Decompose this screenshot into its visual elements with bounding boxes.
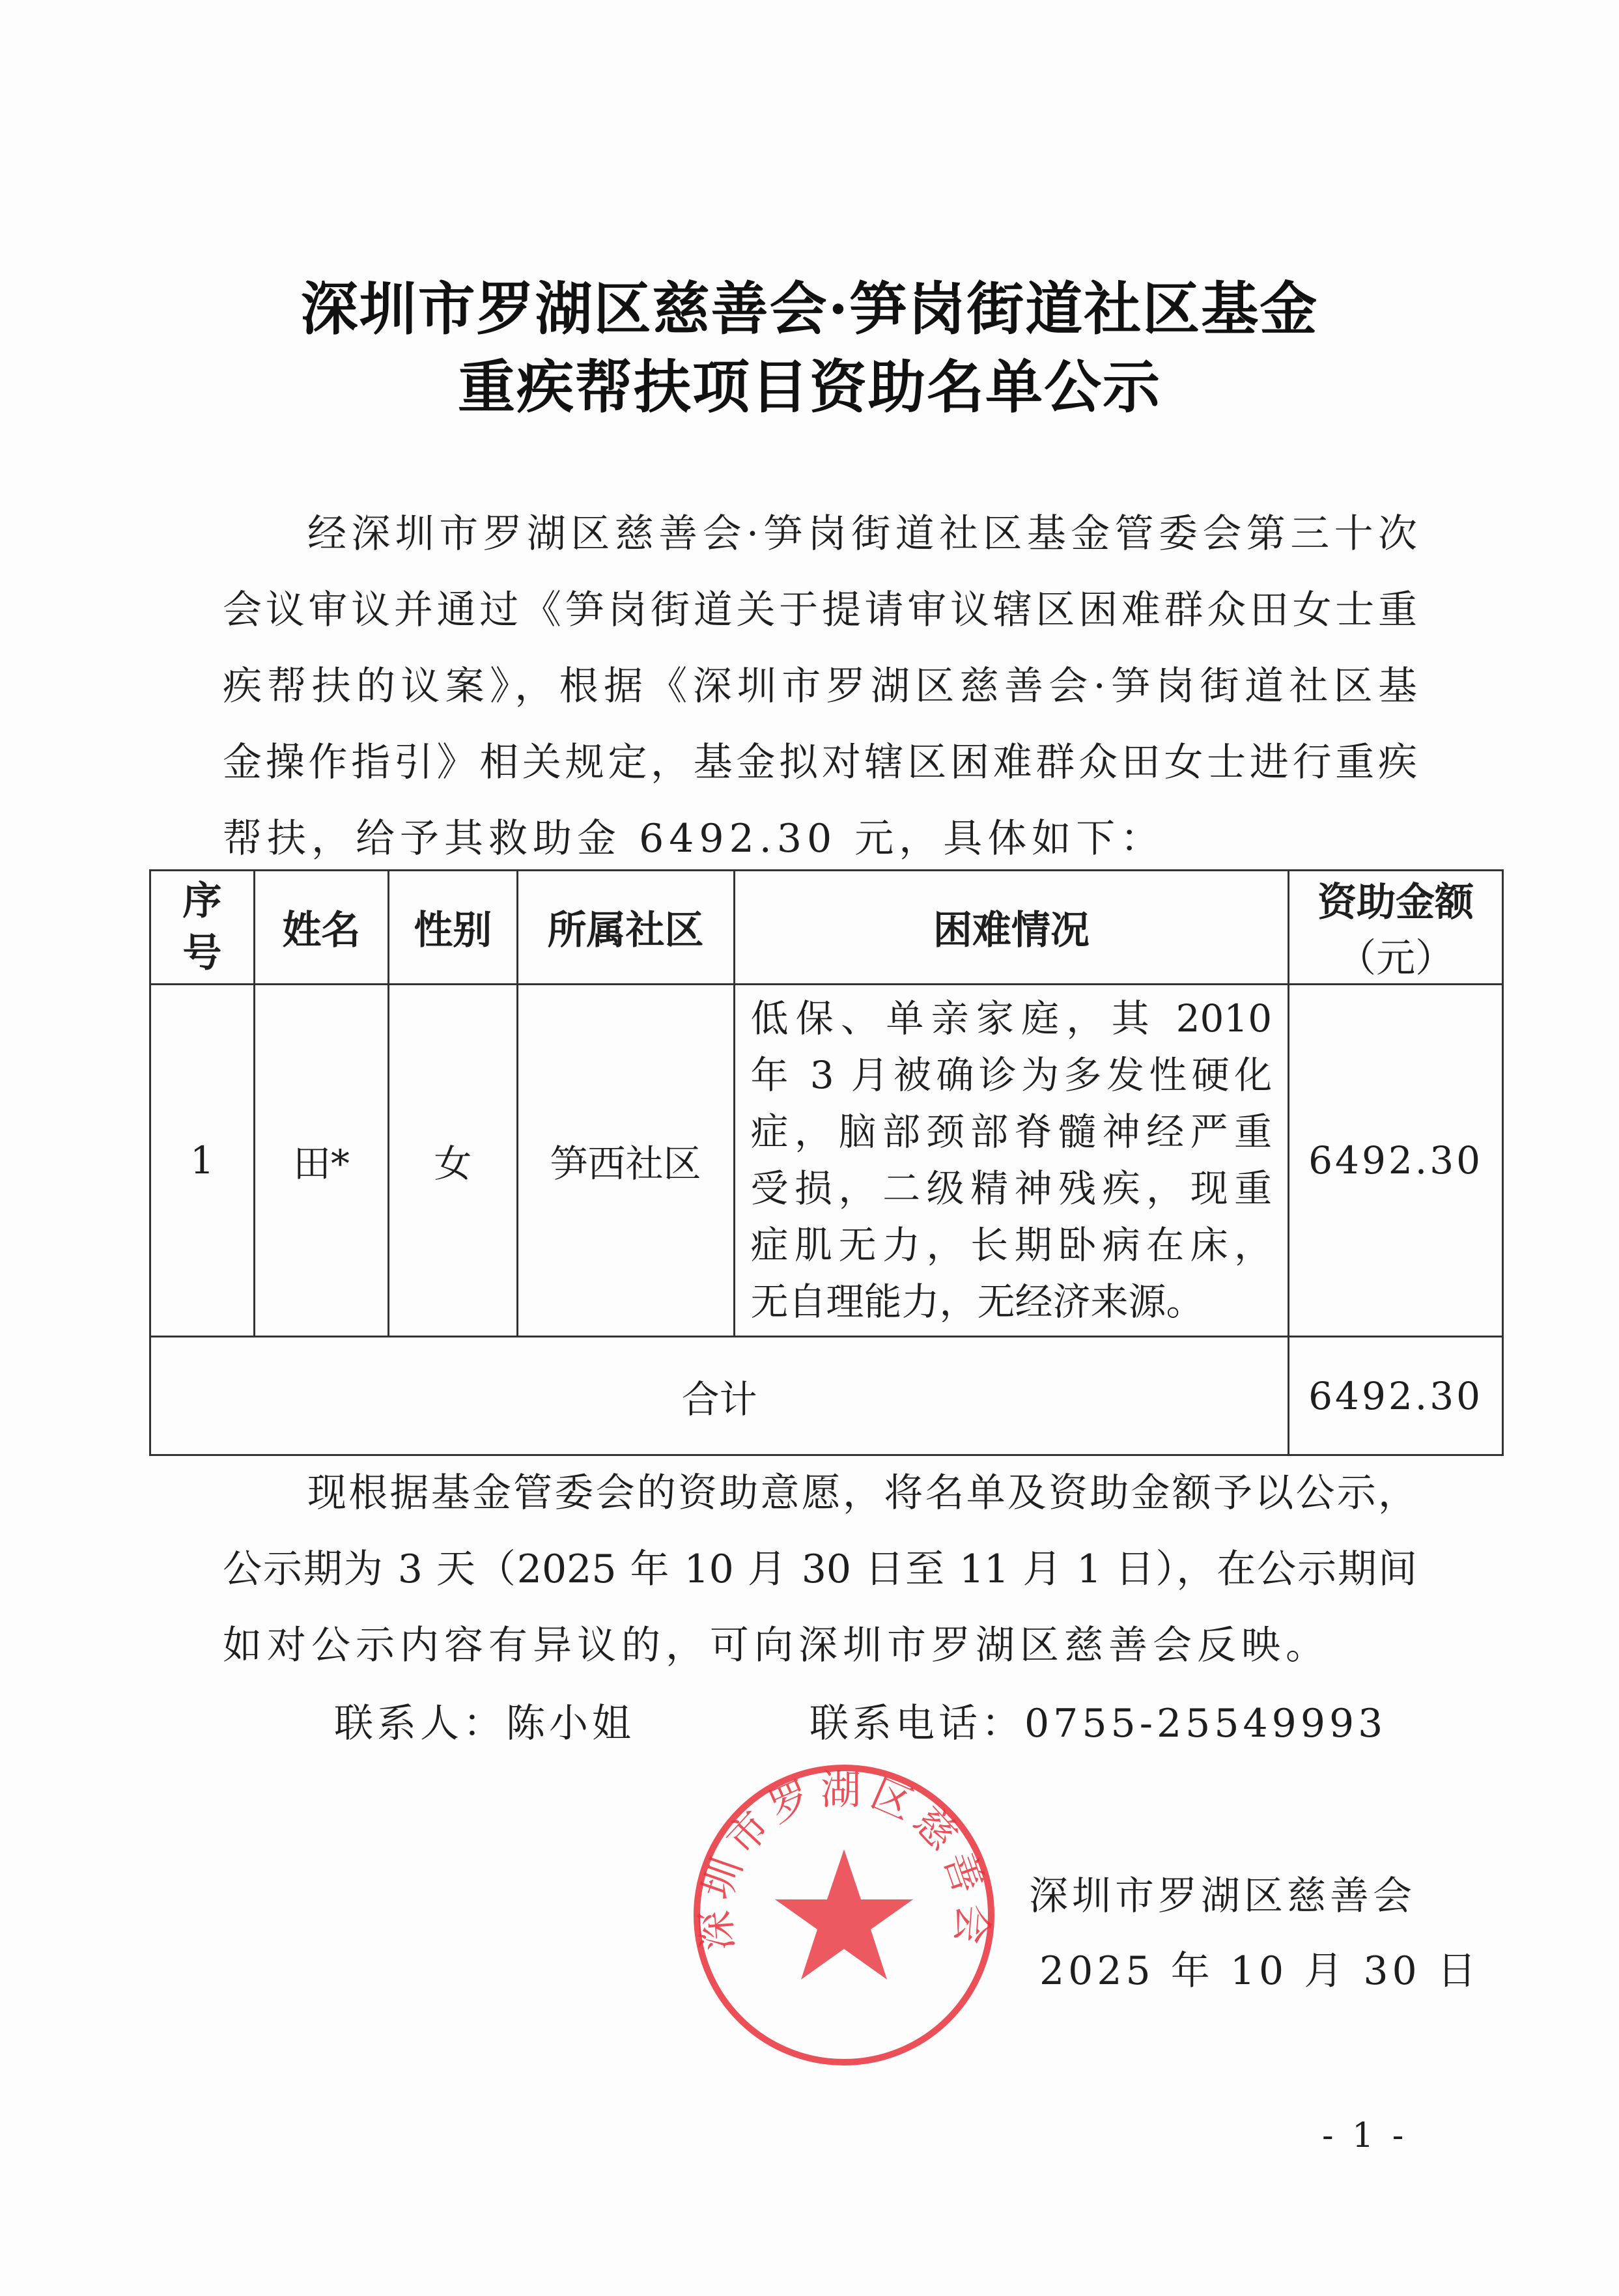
table-total-row: [150, 1337, 1503, 1455]
signature-date: 2025 年 10 月 30 日: [1039, 1948, 1480, 1994]
cell-situation: 低保、单亲家庭，其 2010 年 3 月被确诊为多发性硬化 症，脑部颈部脊髓神经严重 受损，二级精神残疾，现重 症肌无力，长期卧病在床， 无自理能力，无经济来源。: [734, 985, 1289, 1337]
cell-gender: 女: [389, 985, 517, 1337]
header-situation: 困难情况: [734, 871, 1289, 985]
total-amount: 6492.30: [1289, 1337, 1503, 1455]
contact-person: 联系人：陈小姐: [334, 1701, 635, 1746]
header-gender: 性别: [389, 871, 517, 985]
table-header-row: [150, 871, 1503, 985]
header-name: 姓名: [254, 871, 388, 985]
table-row: [150, 985, 1503, 1337]
intro-line: 会议审议并通过《笋岗街道关于提请审议辖区困难群众田女士重: [223, 587, 1417, 633]
intro-line: 帮扶，给予其救助金 6492.30 元，具体如下：: [223, 816, 1165, 861]
cell-community: 笋西社区: [517, 985, 734, 1337]
notice-line: 如对公示内容有异议的，可向深圳市罗湖区慈善会反映。: [223, 1623, 1330, 1668]
intro-line: 经深圳市罗湖区慈善会·笋岗街道社区基金管委会第三十次: [307, 511, 1417, 557]
notice-line: 现根据基金管委会的资助意愿，将名单及资助金额予以公示，: [307, 1470, 1417, 1516]
cell-name: 田*: [254, 985, 388, 1337]
title-line-1: 深圳市罗湖区慈善会·笋岗街道社区基金: [300, 275, 1319, 343]
contact-phone: 联系电话：0755-25549993: [810, 1701, 1387, 1746]
star-icon: [775, 1849, 913, 1980]
seal-text: 深圳市罗湖区慈善会: [690, 1765, 998, 1953]
signature-org: 深圳市罗湖区慈善会: [1029, 1873, 1416, 1919]
intro-line: 金操作指引》相关规定，基金拟对辖区困难群众田女士进行重疾: [223, 740, 1417, 785]
cell-no: 1: [150, 985, 255, 1337]
total-label: 合计: [150, 1337, 1289, 1455]
official-seal: [690, 1761, 998, 2069]
cell-amount: 6492.30: [1289, 985, 1503, 1337]
notice-line: 公示期为 3 天（2025 年 10 月 30 日至 11 月 1 日），在公示期间: [223, 1547, 1417, 1592]
intro-line: 疾帮扶的议案》，根据《深圳市罗湖区慈善会·笋岗街道社区基: [223, 664, 1417, 709]
title-line-2: 重疾帮扶项目资助名单公示: [457, 353, 1161, 421]
header-no: 序号: [150, 871, 255, 985]
funding-table: [149, 869, 1504, 1456]
header-amount: 资助金额 （元）: [1289, 871, 1503, 985]
page-number: - 1 -: [1322, 2116, 1408, 2155]
header-community: 所属社区: [517, 871, 734, 985]
